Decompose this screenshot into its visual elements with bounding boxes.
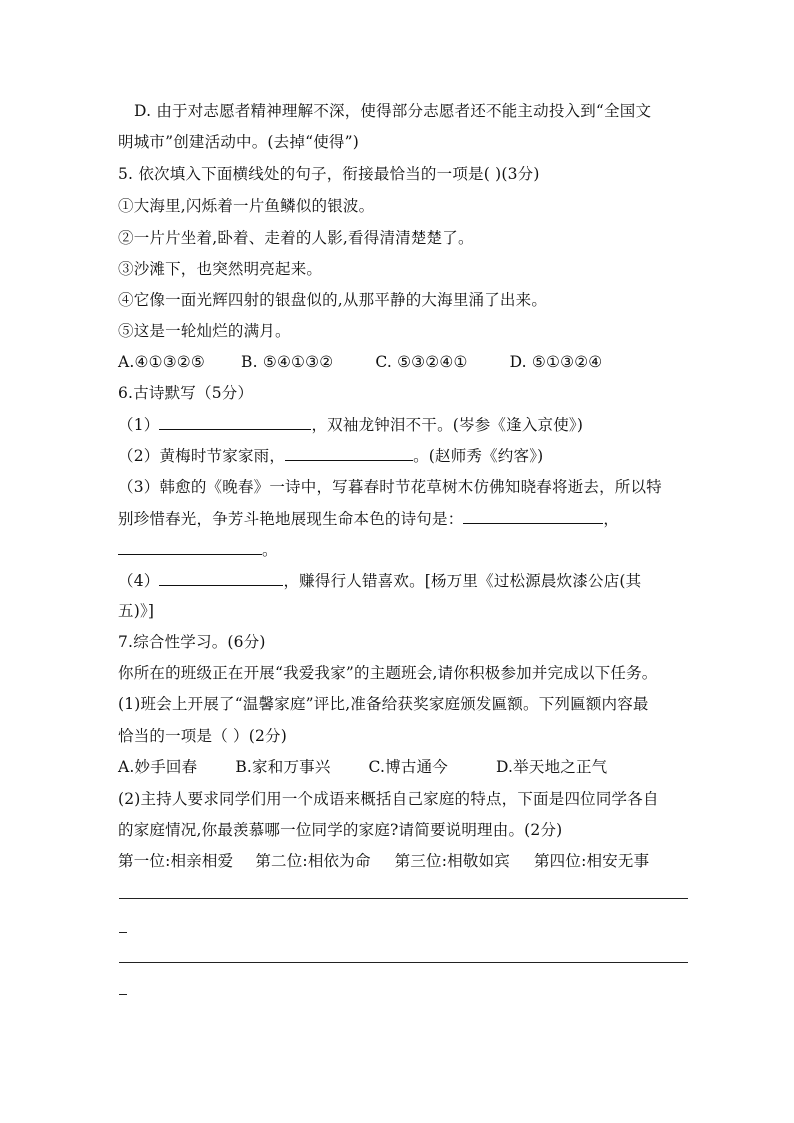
q5-sentence-2: ②一片片坐着,卧着、走着的人影,看得清清楚楚了。 (118, 229, 474, 247)
q7-sub2-line2: 的家庭情况,你最羡慕哪一位同学的家庭?请简要说明理由。(2分) (118, 821, 563, 839)
q5-sentence-3: ③沙滩下，也突然明亮起来。 (118, 260, 323, 278)
q4-option-d-line2: 明城市”创建活动中。(去掉“使得”) (118, 133, 359, 151)
q6-item2-lead: （2）黄梅时节家家雨， (118, 447, 286, 465)
q6-item3-line2 (118, 508, 619, 529)
q5-option-a: A.④①③②⑤ (118, 353, 205, 371)
q7-sub1-line1: (1)班会上开展了“温馨家庭”评比,准备给获奖家庭颁发匾额。下列匾额内容最 (118, 695, 649, 713)
q5-option-d: D. ⑤①③②④ (509, 353, 603, 371)
q5-stem: 5. 依次填入下面横线处的句子，衔接最恰当的一项是( )(3分) (118, 165, 540, 183)
q6-item1-number: （1） (118, 416, 160, 434)
q5-option-b: B. ⑤④①③② (241, 353, 334, 371)
answer-line-2-tail (119, 994, 127, 995)
answer-line-1-tail (119, 932, 127, 933)
q6-item2-text: 。(赵师秀《约客》) (413, 447, 544, 465)
q6-item4-number: （4） (118, 572, 160, 590)
q5-option-c: C. ⑤③②④① (375, 353, 468, 371)
q6-item2-blank[interactable] (285, 445, 413, 461)
q6-item-2 (118, 445, 543, 466)
q7-intro: 你所在的班级正在开展“我爱我家”的主题班会,请你积极参加并完成以下任务。 (118, 664, 658, 682)
q6-item3-end: 。 (262, 541, 278, 559)
q6-item3-comma: ， (603, 510, 620, 528)
q7-sub1-line2: 恰当的一项是（ ）(2分) (118, 727, 287, 745)
q6-item1-text: ，双袖龙钟泪不干。(岑参《逢入京使》) (311, 416, 584, 434)
q6-item4-text: ，赚得行人错喜欢。[杨万里《过松源晨炊漆公店(其 (283, 572, 642, 590)
q6-item1-blank[interactable] (159, 414, 311, 430)
q7-family-4: 第四位:相安无事 (533, 852, 650, 870)
q7-family-3: 第三位:相敬如宾 (394, 852, 510, 870)
q6-item4-line2: 五)》] (118, 602, 155, 620)
q6-item3-line1: （3）韩愈的《晚春》一诗中，写暮春时节花草树木仿佛知晓春将逝去，所以特 (118, 478, 662, 496)
q6-item3-blank-2[interactable] (118, 539, 262, 555)
q5-sentence-1: ①大海里,闪烁着一片鱼鳞似的银波。 (118, 197, 375, 215)
q5-options (118, 352, 602, 372)
q6-item4-blank[interactable] (159, 570, 283, 586)
q7-stem: 7.综合性学习。(6分) (118, 633, 266, 651)
q5-sentence-4: ④它像一面光辉四射的银盘似的,从那平静的大海里涌了出来。 (118, 291, 548, 309)
q7-family-1: 第一位:相亲相爱 (118, 852, 234, 870)
q6-item-4 (118, 570, 641, 591)
q7-family-list (118, 851, 649, 871)
q6-item3-prompt: 别珍惜春光，争芳斗艳地展现生命本色的诗句是： (118, 510, 464, 528)
q6-item3-line3 (118, 539, 278, 560)
q7-option-b: B.家和万事兴 (235, 758, 331, 776)
q6-item-1 (118, 414, 583, 435)
q6-stem: 6.古诗默写（5分） (118, 384, 254, 402)
q7-sub2-line1: (2)主持人要求同学们用一个成语来概括自己家庭的特点，下面是四位同学各自 (118, 790, 659, 808)
q7-option-c: C.博古通今 (368, 758, 448, 776)
q6-item3-blank-1[interactable] (463, 508, 603, 524)
q7-option-a: A.妙手回春 (118, 758, 198, 776)
q4-option-d-line1: D. 由于对志愿者精神理解不深，使得部分志愿者还不能主动投入到“全国文 (134, 102, 652, 120)
answer-line-2[interactable] (119, 962, 688, 963)
q7-sub1-options (118, 757, 607, 777)
q5-sentence-5: ⑤这是一轮灿烂的满月。 (118, 322, 291, 340)
answer-line-1[interactable] (119, 898, 688, 899)
q7-option-d: D.举天地之正气 (495, 758, 608, 776)
q7-family-2: 第二位:相依为命 (255, 852, 371, 870)
